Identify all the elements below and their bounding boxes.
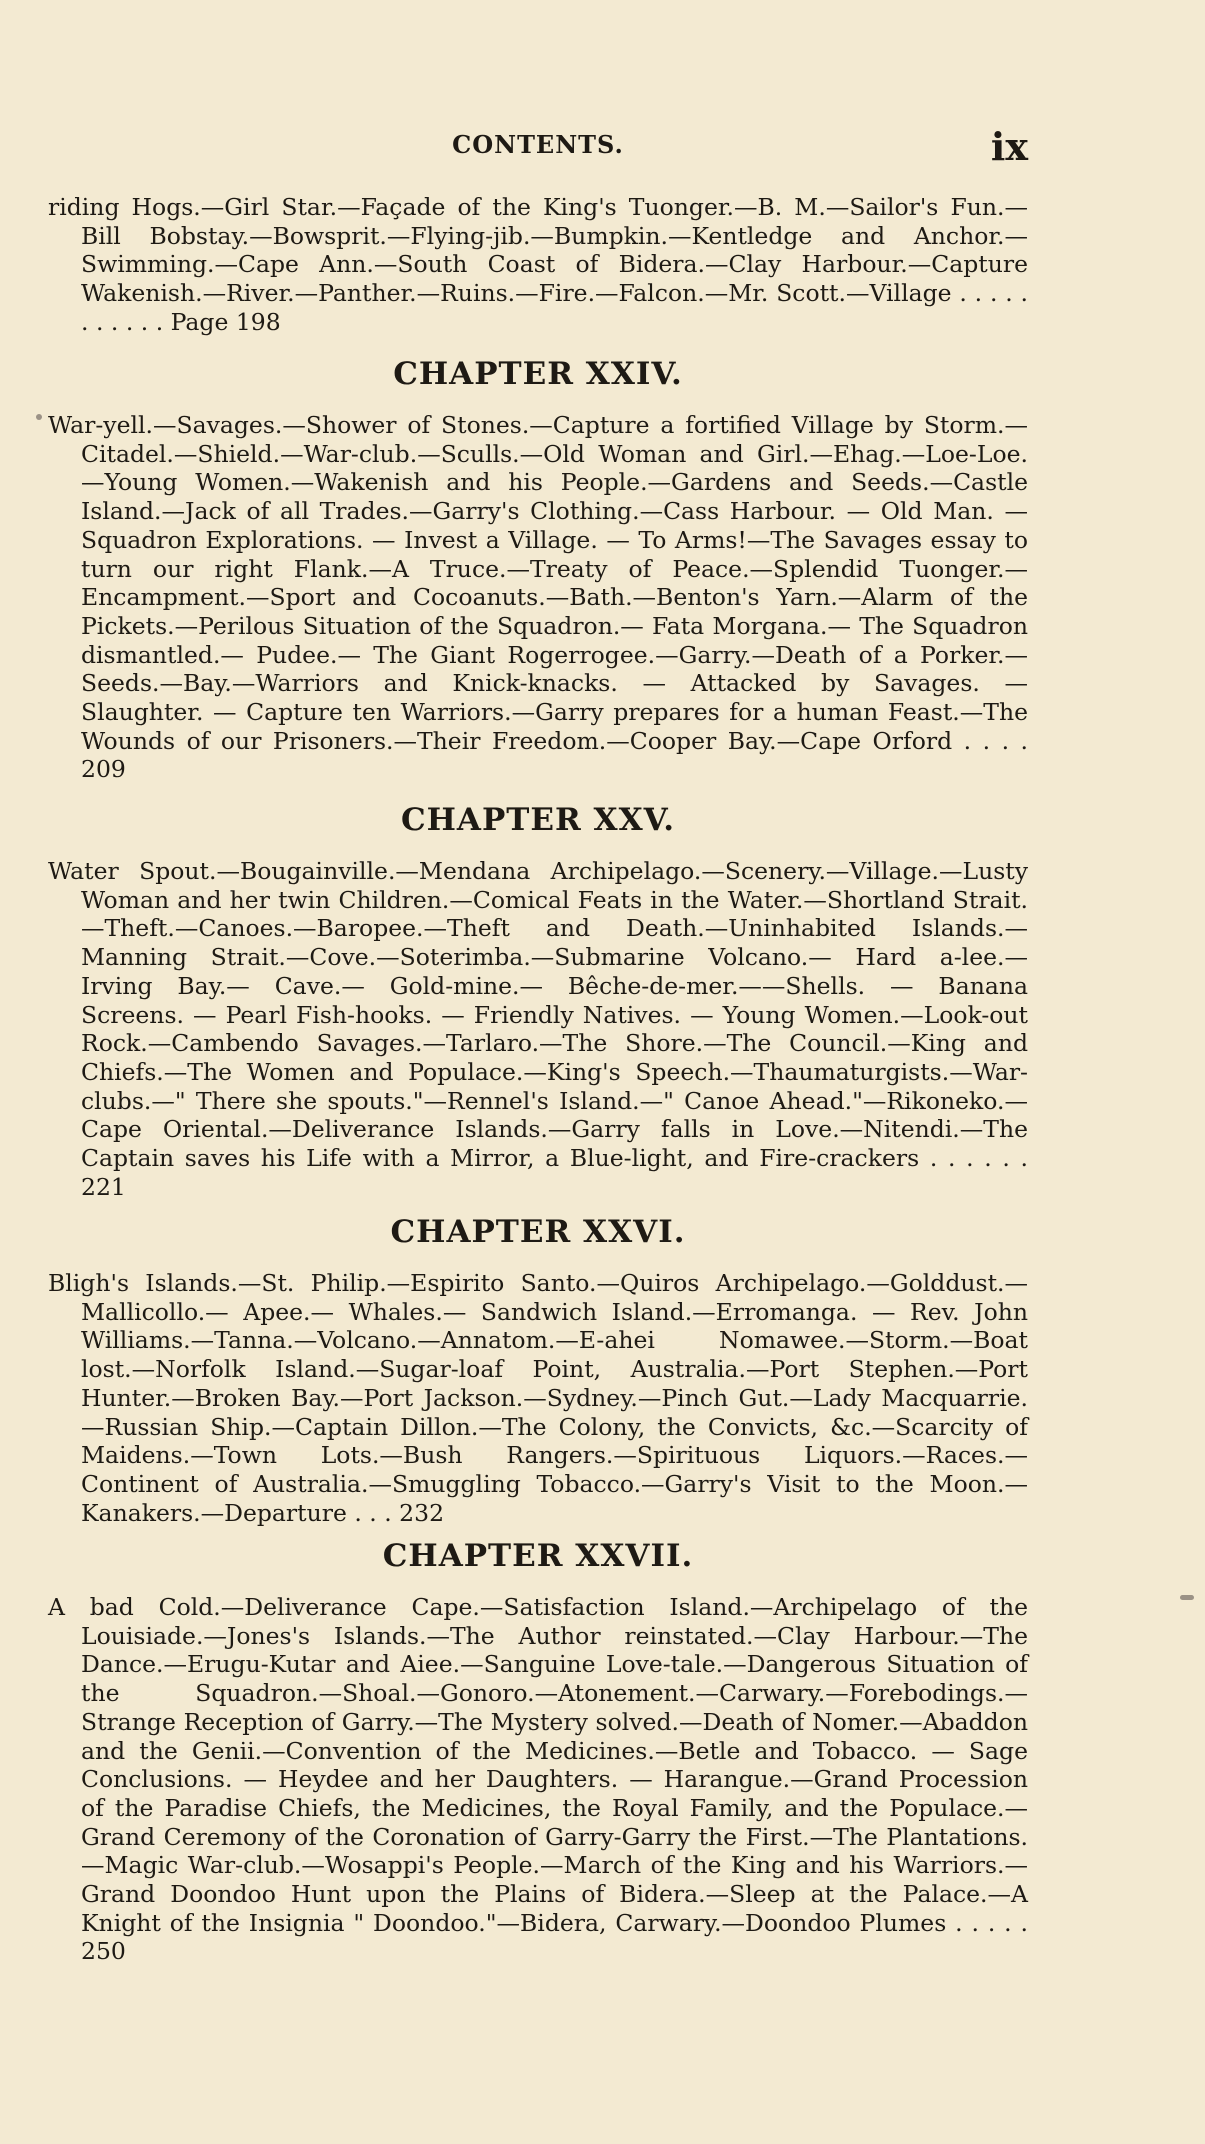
running-head: [48, 124, 1028, 169]
toc-entry-chapter-26: [48, 1210, 1028, 1527]
toc-entry-chapter-24: [48, 352, 1028, 784]
chapter-heading: CHAPTER XXIV.: [393, 356, 683, 392]
chapter-summary: Water Spout.—Bougainville.—Mendana Archipelago.—Scenery.—Village.—Lusty Woman and her twin Children.—Comical Feats in the Water.—Shortland Strait.—Theft.—Canoes.—Baropee.—Theft and Death.—Uninhabited Islands.—Manning Strait.—Cove.—Soterimba.—Submarine Volcano.— Hard a-lee.— Irving Bay.— Cave.— Gold-mine.— Bêche-de-mer.——Shells. — Banana Screens. — Pearl Fish-hooks. — Friendly Natives. — Young Women.—Look-out Rock.—Cambendo Savages.—Tarlaro.—The Shore.—The Council.—King and Chiefs.—The Women and Populace.—King's Speech.—Thaumaturgists.—War-clubs.—" There she spouts."—Rennel's Island.—" Canoe Ahead."—Rikoneko.—Cape Oriental.—Deliverance Islands.—Garry falls in Love.—Nitendi.—The Captain saves his Life with a Mirror, a Blue-light, and Fire-crackers . . . . . . 221: [48, 857, 1028, 1201]
print-speck: [36, 414, 42, 420]
toc-entry-chapter-27: [48, 1534, 1028, 1966]
print-speck: [1180, 1595, 1194, 1600]
page-number: ix: [990, 124, 1028, 169]
chapter-summary: Bligh's Islands.—St. Philip.—Espirito Santo.—Quiros Archipelago.—Golddust.— Mallicollo.— Apee.— Whales.— Sandwich Island.—Erromanga. — Rev. John Williams.—Tanna.—Volcano.—Annatom.—E-ahei Nomawee.—Storm.—Boat lost.—Norfolk Island.—Sugar-loaf Point, Australia.—Port Stephen.—Port Hunter.—Broken Bay.—Port Jackson.—Sydney.—Pinch Gut.—Lady Macquarrie.—Russian Ship.—Captain Dillon.—The Colony, the Convicts, &c.—Scarcity of Maidens.—Town Lots.—Bush Rangers.—Spirituous Liquors.—Races.—Continent of Australia.—Smuggling Tobacco.—Garry's Visit to the Moon.—Kanakers.—Departure . . . 232: [48, 1269, 1028, 1527]
chapter-summary: War-yell.—Savages.—Shower of Stones.—Capture a fortified Village by Storm.—Citadel.—Shield.—War-club.—Sculls.—Old Woman and Girl.—Ehag.—Loe-Loe.—Young Women.—Wakenish and his People.—Gardens and Seeds.—Castle Island.—Jack of all Trades.—Garry's Clothing.—Cass Harbour. — Old Man. — Squadron Explorations. — Invest a Village. — To Arms!—The Savages essay to turn our right Flank.—A Truce.—Treaty of Peace.—Splendid Tuonger.—Encampment.—Sport and Cocoanuts.—Bath.—Benton's Yarn.—Alarm of the Pickets.—Perilous Situation of the Squadron.— Fata Morgana.— The Squadron dismantled.— Pudee.— The Giant Rogerrogee.—Garry.—Death of a Porker.—Seeds.—Bay.—Warriors and Knick-knacks. — Attacked by Savages. — Slaughter. — Capture ten Warriors.—Garry prepares for a human Feast.—The Wounds of our Prisoners.—Their Freedom.—Cooper Bay.—Cape Orford . . . . 209: [48, 411, 1028, 784]
toc-entry-chapter-25: [48, 798, 1028, 1201]
chapter-heading: CHAPTER XXVII.: [382, 1538, 694, 1574]
chapter-summary: riding Hogs.—Girl Star.—Façade of the King's Tuonger.—B. M.—Sailor's Fun.—Bill Bobstay.—Bowsprit.—Flying-jib.—Bumpkin.—Kentledge and Anchor.—Swimming.—Cape Ann.—South Coast of Bidera.—Clay Harbour.—Capture Wakenish.—River.—Panther.—Ruins.—Fire.—Falcon.—Mr. Scott.—Village . . . . . . . . . . . Page 198: [48, 193, 1028, 336]
chapter-summary: A bad Cold.—Deliverance Cape.—Satisfaction Island.—Archipelago of the Louisiade.—Jones's Islands.—The Author reinstated.—Clay Harbour.—The Dance.—Erugu-Kutar and Aiee.—Sanguine Love-tale.—Dangerous Situation of the Squadron.—Shoal.—Gonoro.—Atonement.—Carwary.—Forebodings.—Strange Reception of Garry.—The Mystery solved.—Death of Nomer.—Abaddon and the Genii.—Convention of the Medicines.—Betle and Tobacco. — Sage Conclusions. — Heydee and her Daughters. — Harangue.—Grand Procession of the Paradise Chiefs, the Medicines, the Royal Family, and the Populace.—Grand Ceremony of the Coronation of Garry-Garry the First.—The Plantations.—Magic War-club.—Wosappi's People.—March of the King and his Warriors.—Grand Doondoo Hunt upon the Plains of Bidera.—Sleep at the Palace.—A Knight of the Insignia " Doondoo."—Bidera, Carwary.—Doondoo Plumes . . . . . 250: [48, 1593, 1028, 1966]
chapter-heading: CHAPTER XXV.: [400, 802, 676, 838]
running-title: CONTENTS.: [452, 130, 624, 159]
toc-entry-continued: [48, 193, 1028, 337]
chapter-heading: CHAPTER XXVI.: [390, 1214, 686, 1250]
